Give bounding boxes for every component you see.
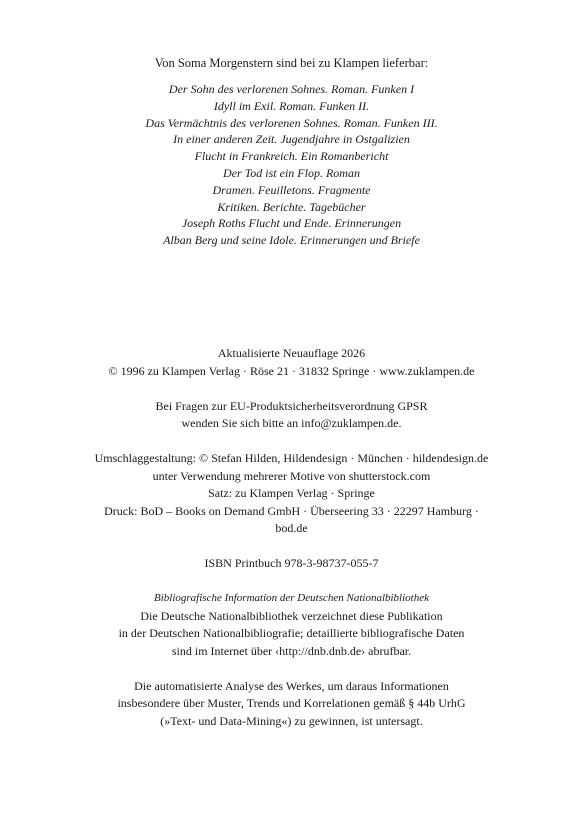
dnb-line: in der Deutschen Nationalbibliografie; detaillierte bibliografische Daten — [118, 626, 465, 640]
title-item: Flucht in Frankreich. Ein Romanbericht — [194, 149, 389, 164]
print-line: Druck: BoD – Books on Demand GmbH · Überseering 33 · 22297 Hamburg · — [104, 503, 479, 518]
dnb-line: Die Deutsche Nationalbibliothek verzeichnet diese Publikation — [140, 608, 443, 623]
title-item: Joseph Roths Flucht und Ende. Erinnerungen — [181, 216, 402, 231]
tdm-line: insbesondere über Muster, Trends und Korrelationen gemäß § 44b UrhG — [117, 696, 466, 710]
title-item: Das Vermächtnis des verlorenen Sohnes. Roman. Funken III. — [145, 115, 438, 130]
title-item: Der Sohn des verlorenen Sohnes. Roman. Funken I — [168, 82, 415, 96]
title-item: Kritiken. Berichte. Tagebücher — [217, 199, 366, 214]
tdm-line: (»Text- und Data-Mining«) zu gewinnen, ist untersagt. — [160, 713, 423, 728]
dnb-heading: Bibliografische Information der Deutschen Nationalbibliothek — [154, 592, 429, 604]
edition-line: Aktualisierte Neuauflage 2026 — [217, 346, 366, 360]
title-item: In einer anderen Zeit. Jugendjahre in Ostgalizien — [173, 132, 410, 147]
title-item: Der Tod ist ein Flop. Roman — [223, 165, 360, 180]
title-item: Idyll im Exil. Roman. Funken II. — [213, 98, 370, 113]
intro-block — [0, 55, 583, 73]
gpsr-line: wenden Sie sich bitte an info@zuklampen.de. — [181, 416, 402, 430]
gpsr-line: Bei Fragen zur EU-Produktsicherheitsverordnung GPSR — [155, 398, 428, 413]
title-item: Alban Berg und seine Idole. Erinnerungen und Briefe — [163, 233, 420, 248]
dnb-line: sind im Internet über ‹http://dnb.dnb.de› abrufbar. — [171, 643, 412, 658]
typesetting-line: Satz: zu Klampen Verlag · Springe — [208, 486, 375, 500]
print-line: bod.de — [275, 521, 308, 535]
titles-list — [0, 81, 583, 249]
tdm-line: Die automatisierte Analyse des Werkes, um daraus Informationen — [134, 678, 449, 693]
cover-design-line: unter Verwendung mehrerer Motive von shutterstock.com — [152, 468, 431, 483]
cover-design-line: Umschlaggestaltung: © Stefan Hilden, Hildendesign · München · hildendesign.de — [94, 451, 489, 465]
copyright-line: © 1996 zu Klampen Verlag · Röse 21 · 31832 Springe · www.zuklampen.de — [108, 363, 475, 378]
title-item: Dramen. Feuilletons. Fragmente — [212, 182, 371, 197]
intro-heading: Von Soma Morgenstern sind bei zu Klampen lieferbar: — [154, 56, 429, 70]
isbn-line: ISBN Printbuch 978-3-98737-055-7 — [204, 556, 379, 570]
imprint-block — [0, 345, 583, 730]
